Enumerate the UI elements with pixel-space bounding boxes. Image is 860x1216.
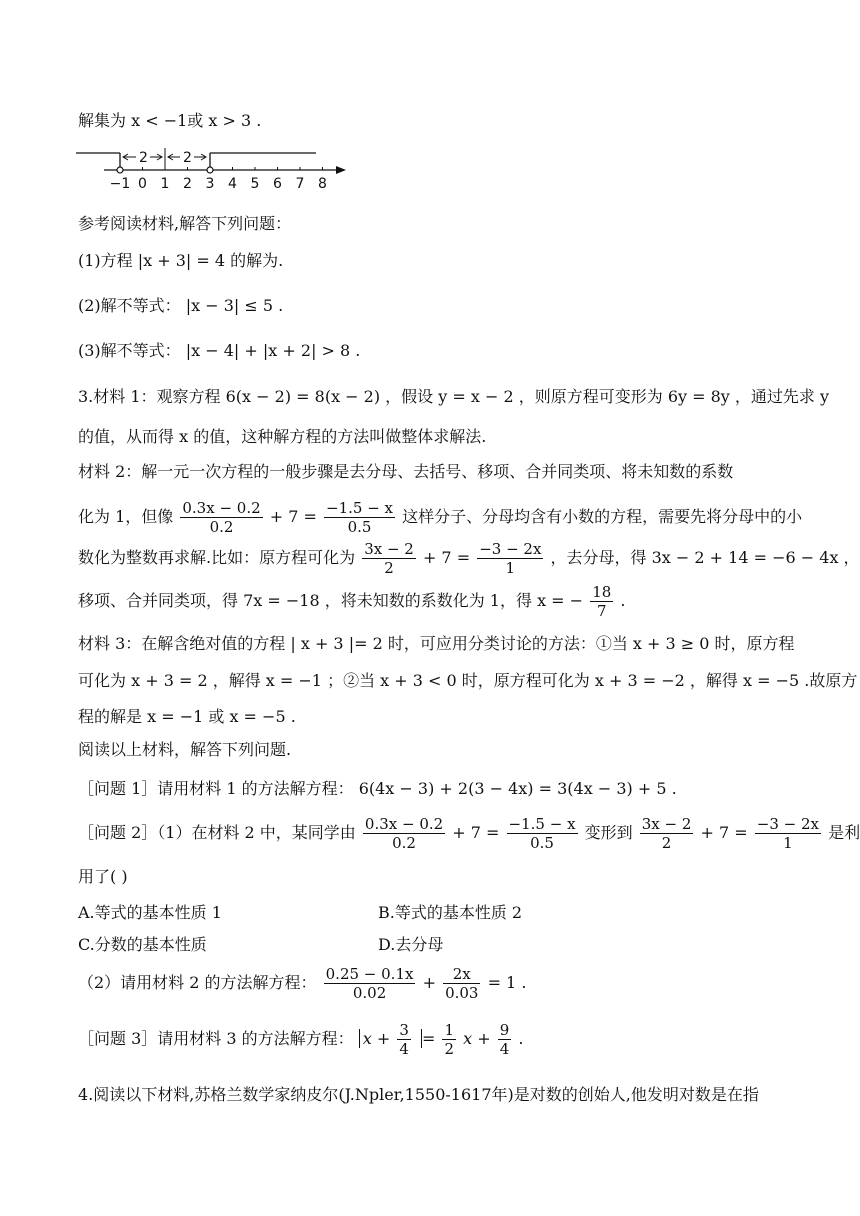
fraction: $\frac{3x - 2}{2}$ — [364, 540, 414, 577]
problem-1: ［问题 1］请用材料 1 的方法解方程： 6(4x − 3) + 2(3 − 4x) = 3(4x − 3) + 5 . — [78, 779, 677, 798]
tick-label: 3 — [205, 176, 215, 192]
solution-set-line: 解集为 x < −1或 x > 3 . — [78, 111, 262, 130]
absolute-value: x + $\frac{3}{4}$ — [359, 1029, 422, 1048]
tick-label: 4 — [228, 176, 237, 192]
option-c[interactable]: C.分数的基本性质 — [78, 935, 207, 954]
material-3-line-3: 程的解是 x = −1 或 x = −5 . — [78, 707, 296, 726]
material-1-line-1: 3.材料 1：观察方程 6(x − 2) = 8(x − 2) ，假设 y = x − 2 ，则原方程可变形为 6y = 8y ，通过先求 y — [78, 387, 830, 406]
tick-label: 0 — [138, 176, 147, 192]
problem-2-part-2: （2）请用材料 2 的方法解方程： $\frac{0.25 - 0.1x}{0.02}$ + $\frac{2x}{0.03}$ = 1 . — [78, 965, 527, 1002]
problem-3: ［问题 3］请用材料 3 的方法解方程： x + $\frac{3}{4}$ = $\frac{1}{2}$ x + $\frac{9}{4}$ . — [78, 1021, 524, 1058]
fraction: $\frac{-3 - 2x}{1}$ — [756, 815, 819, 852]
tick-label: 7 — [295, 176, 305, 192]
fraction: $\frac{0.3x - 0.2}{0.2}$ — [182, 499, 261, 536]
read-line: 阅读以上材料，解答下列问题. — [78, 740, 292, 759]
fraction: $\frac{0.3x - 0.2}{0.2}$ — [364, 815, 444, 852]
problem-2-line-2: 用了( ) — [78, 867, 128, 886]
option-b[interactable]: B.等式的基本性质 2 — [378, 903, 523, 922]
number-line-figure — [76, 146, 376, 196]
material-3-line-2: 可化为 x + 3 = 2 ，解得 x = −1 ；②当 x + 3 < 0 时，原方程可化为 x + 3 = −2 ，解得 x = −5 .故原方 — [78, 671, 858, 690]
fraction: $\frac{1}{2}$ — [444, 1021, 455, 1058]
fraction: $\frac{-1.5 - x}{0.5}$ — [508, 815, 576, 852]
material-2-line-2: 化为 1，但像 $\frac{0.3x - 0.2}{0.2}$ + 7 = $\frac{-1.5 - x}{0.5}$ 这样分子、分母均含有小数的方程，需要先将分母中的小 — [78, 499, 803, 536]
tick-label: 1 — [160, 176, 170, 192]
tick-label: 5 — [250, 176, 260, 192]
material-2-line-1: 材料 2：解一元一次方程的一般步骤是去分母、去括号、移项、合并同类项、将未知数的系数 — [78, 462, 734, 481]
option-d[interactable]: D.去分母 — [378, 935, 444, 954]
problem-2-line-1: ［问题 2］（1）在材料 2 中，某同学由 $\frac{0.3x - 0.2}{0.2}$ + 7 = $\frac{-1.5 - x}{0.5}$ 变形到 $\frac{3x - 2}{2}$ + 7 = $\frac{-3 - 2x}{1}$ 是利 — [78, 815, 860, 852]
tick-label: −1 — [109, 176, 131, 192]
question-1: (1)方程 |x + 3| = 4 的解为. — [78, 251, 284, 270]
fraction: $\frac{-1.5 - x}{0.5}$ — [326, 499, 394, 536]
problem-4-line: 4.阅读以下材料,苏格兰数学家纳皮尔(J.Npler,1550-1617年)是对数的创始人,他发明对数是在指 — [78, 1085, 759, 1104]
interval-label-right: 2 — [183, 150, 192, 166]
open-point-3 — [207, 167, 213, 173]
interval-label-left: 2 — [139, 150, 148, 166]
tick-group — [110, 167, 327, 192]
question-2: (2)解不等式： |x − 3| ≤ 5 . — [78, 296, 284, 315]
fraction: $\frac{-3 - 2x}{1}$ — [479, 540, 542, 577]
question-3: (3)解不等式： |x − 4| + |x + 2| > 8 . — [78, 341, 361, 360]
material-2-line-4: 移项、合并同类项，得 7x = −18 ，将未知数的系数化为 1，得 x = − $\frac{18}{7}$ . — [78, 583, 626, 620]
fraction: $\frac{0.25 - 0.1x}{0.02}$ — [325, 965, 414, 1002]
axis-arrow — [336, 166, 346, 174]
fraction: $\frac{9}{4}$ — [499, 1021, 510, 1058]
option-a[interactable]: A.等式的基本性质 1 — [78, 903, 222, 922]
fraction: $\frac{3x - 2}{2}$ — [641, 815, 692, 852]
fraction: $\frac{2x}{0.03}$ — [445, 965, 479, 1002]
tick-label: 8 — [318, 176, 327, 192]
material-3-line-1: 材料 3：在解含绝对值的方程 | x + 3 |= 2 时，可应用分类讨论的方法：①当 x + 3 ≥ 0 时，原方程 — [78, 634, 795, 653]
instruction-line: 参考阅读材料,解答下列问题： — [78, 214, 292, 233]
material-2-line-3: 数化为整数再求解.比如：原方程可化为 $\frac{3x - 2}{2}$ + 7 = $\frac{-3 - 2x}{1}$ ，去分母，得 3x − 2 + 14 = −6 − 4x ， — [78, 540, 860, 577]
tick-label: 6 — [273, 176, 282, 192]
material-1-line-2: 的值，从而得 x 的值，这种解方程的方法叫做整体求解法. — [78, 427, 487, 446]
open-point-minus1 — [117, 167, 123, 173]
tick-label: 2 — [183, 176, 192, 192]
fraction: $\frac{3}{4}$ — [399, 1021, 409, 1058]
fraction: $\frac{18}{7}$ — [592, 583, 612, 620]
